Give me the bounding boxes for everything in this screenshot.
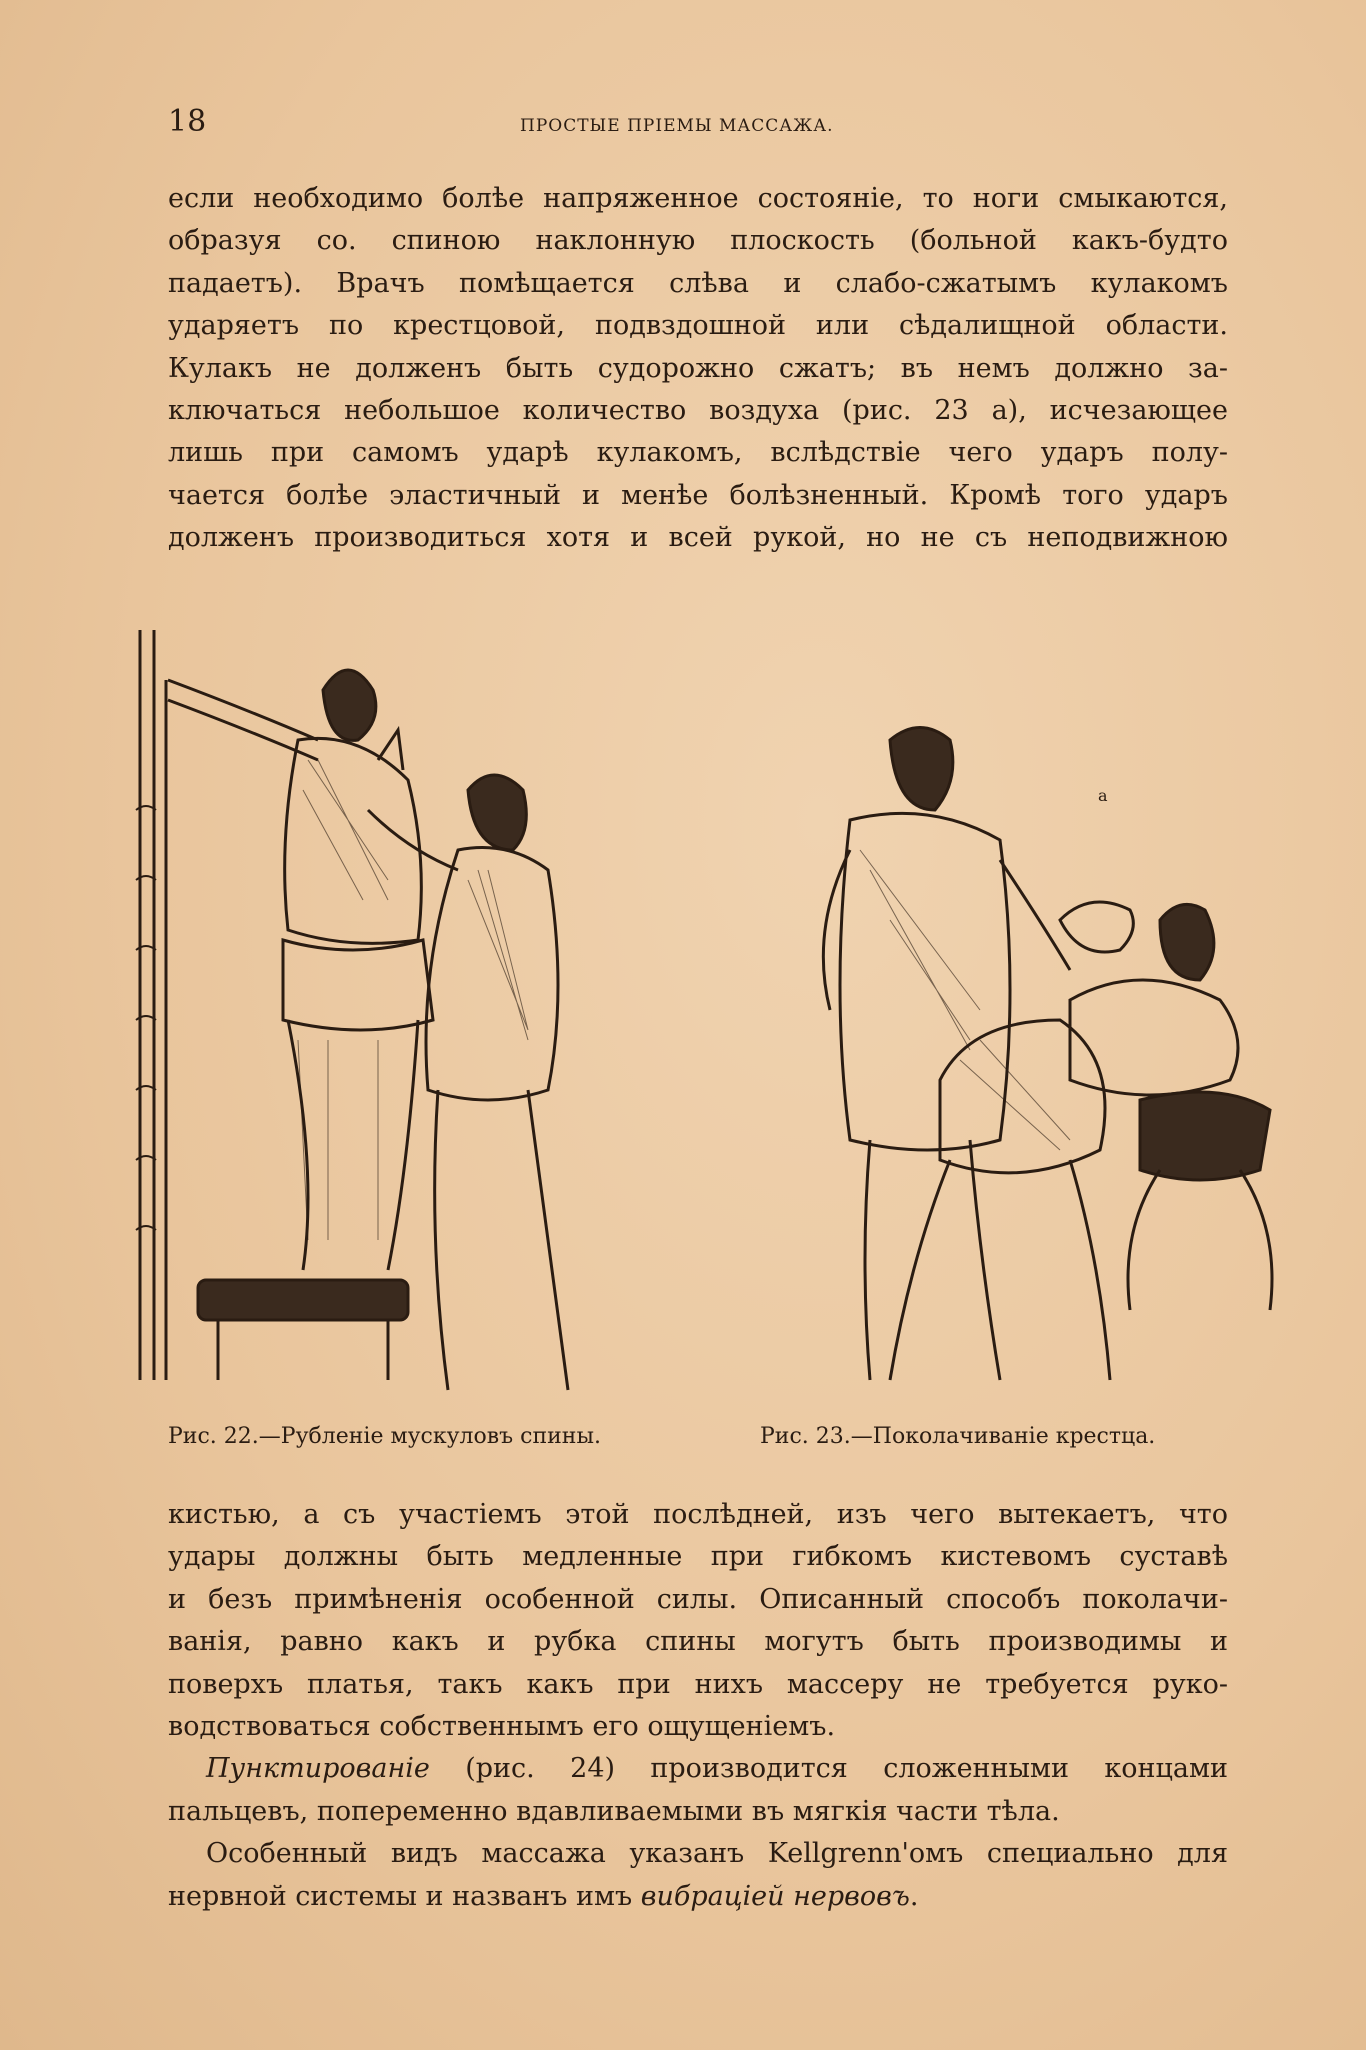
body-text-bottom	[168, 1494, 1228, 1918]
text-line: долженъ производиться хотя и всей рукой, но не съ неподвижною	[168, 522, 1228, 554]
text-line: удары должны быть медленные при гибкомъ кистевомъ суставѣ	[168, 1541, 1228, 1573]
text-line: Кулакъ не долженъ быть судорожно сжатъ; въ немъ должно за-	[168, 352, 1228, 384]
text-span: нервной системы и названъ имъ	[168, 1880, 641, 1912]
text-line: кистью, а съ участіемъ этой послѣдней, изъ чего вытекаетъ, что	[168, 1499, 1228, 1530]
term-punktirovanie: Пунктированіе	[206, 1753, 430, 1785]
text-line: лишь при самомъ ударѣ кулакомъ, вслѣдствіе чего ударъ полу-	[168, 437, 1228, 469]
figure-23-engraving	[740, 720, 1280, 1390]
text-line: если необходимо болѣе напряженное состояніе, то ноги смыкаются,	[168, 183, 1228, 214]
text-span: .	[909, 1880, 919, 1912]
text-line: образуя со. спиною наклонную плоскость (больной какъ-будто	[168, 225, 1228, 257]
text-span: (рис. 24) производится сложенными концами	[429, 1753, 1228, 1785]
figure-23-caption: Рис. 23.—Поколачиваніе крестца.	[760, 1424, 1156, 1449]
page-number: 18	[168, 104, 207, 139]
text-line: пальцевъ, попеременно вдавливаемыми въ мягкія части тѣла.	[168, 1795, 1060, 1827]
text-line: ударяетъ по крестцовой, подвздошной или сѣдалищной области.	[168, 310, 1228, 342]
term-vibratsiya: вибраціей нервовъ	[640, 1880, 910, 1912]
figure-22-caption: Рис. 22.—Рубленіе мускуловъ спины.	[168, 1424, 601, 1449]
running-head: ПРОСТЫЕ ПРІЕМЫ МАССАЖА.	[520, 116, 834, 136]
body-text-top	[168, 178, 1228, 560]
text-line	[168, 1876, 1228, 1918]
text-line: ванія, равно какъ и рубка спины могутъ быть производимы и	[168, 1626, 1228, 1658]
figure-23-illustration	[740, 720, 1280, 1390]
figure-23-label-a: а	[1098, 786, 1108, 805]
text-line: водствоваться собственнымъ его ощущеніемъ.	[168, 1711, 836, 1743]
text-line: и безъ примѣненія особенной силы. Описанный способъ поколачи-	[168, 1583, 1228, 1615]
paragraph-punktirovanie	[168, 1748, 1228, 1790]
text-line: падаетъ). Врачъ помѣщается слѣва и слабо-сжатымъ кулакомъ	[168, 267, 1228, 299]
figure-22-engraving	[128, 620, 638, 1410]
text-line: Особенный видъ массажа указанъ Kellgrenn'омъ специально для	[206, 1838, 1228, 1870]
figure-22-illustration	[128, 620, 638, 1410]
text-line: ключаться небольшое количество воздуха (рис. 23 а), исчезающее	[168, 395, 1228, 427]
text-line: поверхъ платья, такъ какъ при нихъ массеру не требуется руко-	[168, 1668, 1228, 1700]
text-line: чается болѣе эластичный и менѣе болѣзненный. Кромѣ того ударъ	[168, 479, 1228, 511]
